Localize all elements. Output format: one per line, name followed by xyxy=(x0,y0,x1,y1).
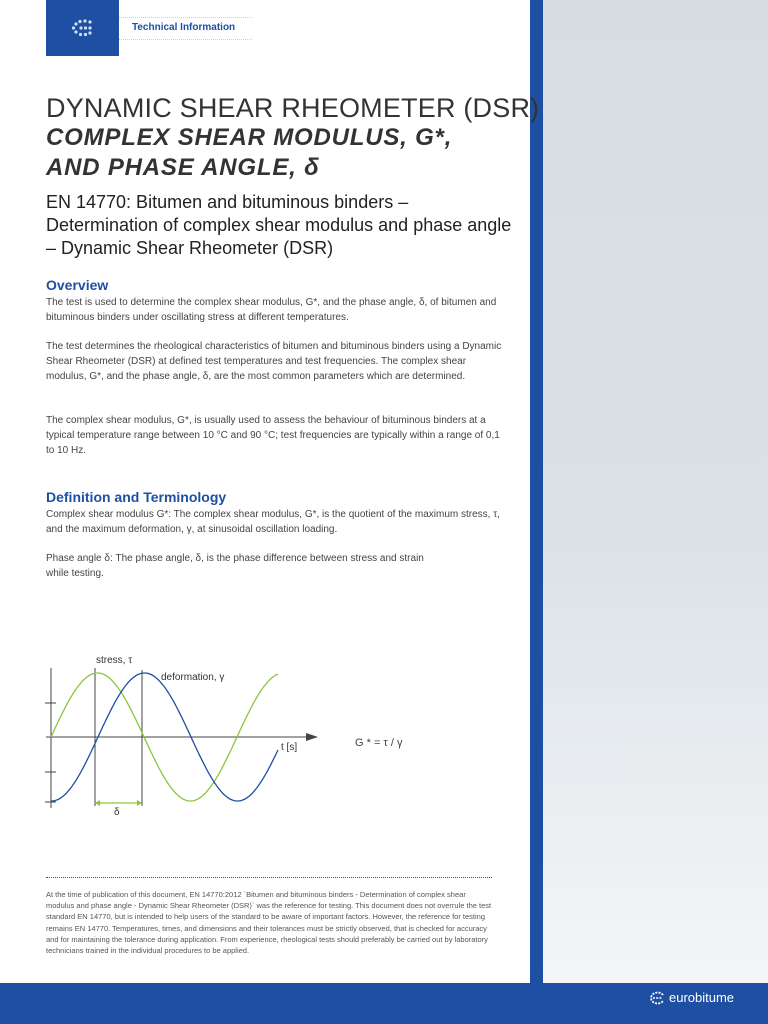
page-subtitle: EN 14770: Bitumen and bituminous binders – Determination of complex shear modulus and phase angle – Dynamic Shear Rheometer (DSR) xyxy=(46,192,512,258)
definition-paragraph-1: Complex shear modulus G*: The complex shear modulus, G*, is the quotient of the maximum stress, τ, and the maximum deformation, γ, at sinusoidal oscillation loading. xyxy=(46,509,500,535)
delta-marker-arrow-left xyxy=(95,800,100,806)
header-divider-top xyxy=(119,17,252,18)
header-label: Technical Information xyxy=(132,22,236,33)
time-axis-label: t [s] xyxy=(281,742,298,753)
deformation-label: deformation, γ xyxy=(161,672,225,683)
delta-marker-arrow-right xyxy=(137,800,142,806)
definition-heading: Definition and Terminology xyxy=(46,489,227,505)
right-accent-stripe xyxy=(530,0,543,983)
footer-brand xyxy=(648,990,734,1005)
header-logo xyxy=(46,0,119,56)
header-divider-bottom xyxy=(119,39,252,40)
stress-label: stress, τ xyxy=(96,655,133,666)
page-title-line3: AND PHASE ANGLE, δ xyxy=(46,154,320,181)
definition-paragraph-2: Phase angle δ: The phase angle, δ, is the phase difference between stress and strain while testing. xyxy=(46,553,424,579)
disclaimer-text: At the time of publication of this document, EN 14770:2012 `Bitumen and bituminous binders - Determination of complex shear modulus and phase angle - Dynamic Shear Rheometer (DSR)` was the reference for testing. This document does not overrule the test standard EN 14770, but is intended to help users of the standard to be aware of important factors. However, the reference for testing remains EN 14770. Temperatures, times, and dimensions and their tolerances must be strictly observed, that is checked for accuracy and for maintaining the tolerance during application. From experience, rheological tests should preferably be carried out by laboratory technicians trained in the individual procedures to be applied. xyxy=(46,890,492,956)
overview-paragraph-3: The complex shear modulus, G*, is usually used to assess the behaviour of bituminous binders at a typical temperature range between 10 °C and 90 °C; test frequencies are typically within a range of 0,1 to 10 Hz. xyxy=(46,415,500,456)
page-title-emphasis xyxy=(46,123,452,183)
right-side-panel xyxy=(543,0,768,983)
eurobitume-swirl-icon xyxy=(68,17,98,39)
delta-label: δ xyxy=(114,807,120,818)
page-title-line2: COMPLEX SHEAR MODULUS, G*, xyxy=(46,124,453,151)
stress-deformation-diagram xyxy=(36,650,336,830)
disclaimer-divider xyxy=(46,877,492,878)
eurobitume-logo-icon xyxy=(648,991,666,1005)
page-title-line1: DYNAMIC SHEAR RHEOMETER (DSR) xyxy=(46,93,540,123)
brand-name: eurobitume xyxy=(669,990,735,1005)
modulus-formula: G * = τ / γ xyxy=(355,737,403,749)
overview-paragraph-2: The test determines the rheological characteristics of bitumen and bituminous binders using a Dynamic Shear Rheometer (DSR) at defined test temperatures and test frequencies. The complex shear modulus, G*, and the phase angle, δ, are the most common parameters which are determined. xyxy=(46,341,502,382)
x-axis-arrow xyxy=(306,733,318,741)
overview-heading: Overview xyxy=(46,277,109,293)
overview-paragraph-1: The test is used to determine the complex shear modulus, G*, and the phase angle, δ, of bitumen and bituminous binders under oscillating stress at different temperatures. xyxy=(46,297,497,323)
